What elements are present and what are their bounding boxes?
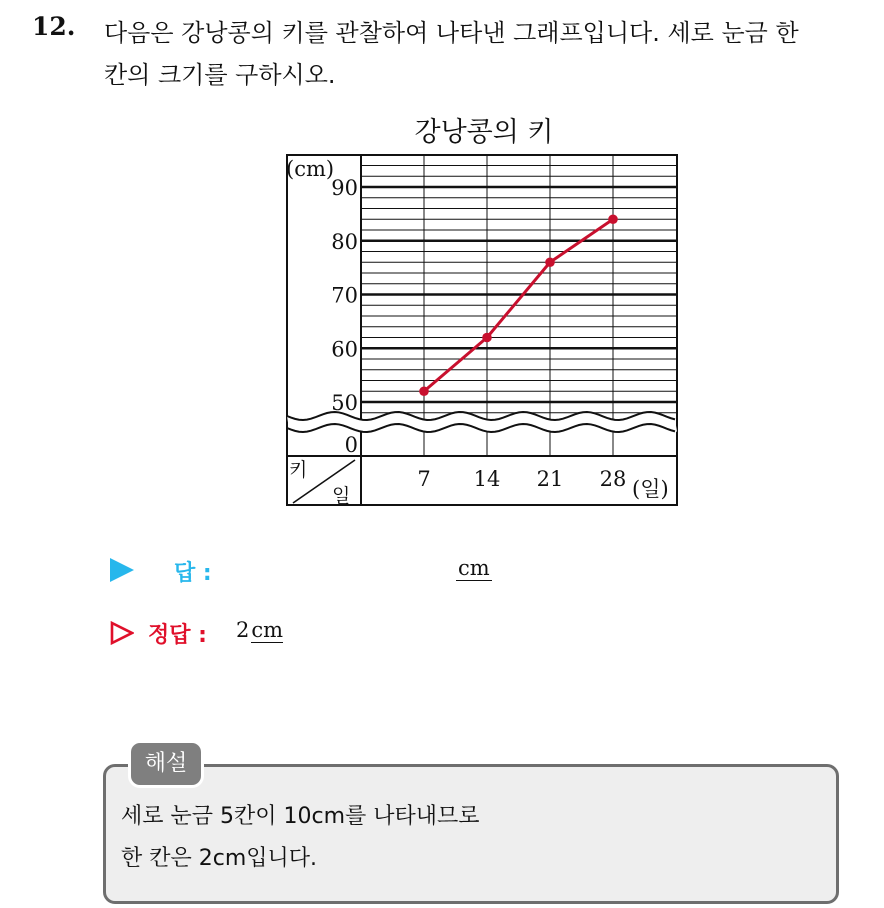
chart-grid (361, 155, 677, 456)
question-text (104, 12, 864, 96)
question-line-1: 다음은 강낭콩의 키를 관찰하여 나타낸 그래프입니다. 세로 눈금 한 (104, 19, 799, 47)
answer-blank-unit[interactable]: cm (458, 556, 490, 580)
play-arrow-icon (110, 558, 134, 582)
line-graph (270, 108, 690, 510)
explanation-tab: 해설 (128, 740, 204, 788)
y-axis-unit: (cm) (286, 157, 335, 181)
y-tick-label: 80 (331, 229, 358, 254)
data-point (608, 214, 618, 224)
y-axis-labels (331, 176, 358, 457)
outline-arrow-icon (110, 621, 134, 645)
x-tick-label: 7 (417, 467, 431, 491)
correct-answer-label: 정답 : (148, 623, 207, 648)
x-tick-label: 21 (536, 467, 564, 491)
question-number: 12. (32, 12, 76, 41)
data-point (545, 257, 555, 267)
x-axis-unit: (일) (632, 477, 669, 501)
y-tick-label: 50 (331, 391, 358, 415)
corner-label-height: 키 (289, 459, 308, 481)
correct-answer-value: 2cm (236, 618, 284, 642)
explanation-line-2: 한 칸은 2cm입니다. (121, 846, 318, 871)
explanation-text (121, 796, 480, 880)
y-tick-label: 60 (331, 337, 358, 362)
explanation-line-1: 세로 눈금 5칸이 10cm를 나타내므로 (121, 804, 480, 829)
question-line-2: 칸의 크기를 구하시오. (104, 61, 336, 89)
data-point (419, 386, 429, 396)
x-tick-label: 28 (599, 467, 627, 491)
chart-title: 강낭콩의 키 (414, 117, 554, 148)
x-tick-label: 14 (473, 467, 501, 491)
y-zero-label: 0 (344, 433, 358, 457)
answer-label: 답 : (174, 561, 212, 586)
axis-break (287, 412, 677, 432)
x-axis-labels (417, 467, 626, 491)
data-point (482, 333, 492, 343)
y-tick-label: 70 (331, 283, 358, 308)
corner-label-day: 일 (332, 485, 351, 507)
y-tick-label: 90 (331, 176, 358, 200)
correct-answer-unit: cm (251, 618, 284, 642)
